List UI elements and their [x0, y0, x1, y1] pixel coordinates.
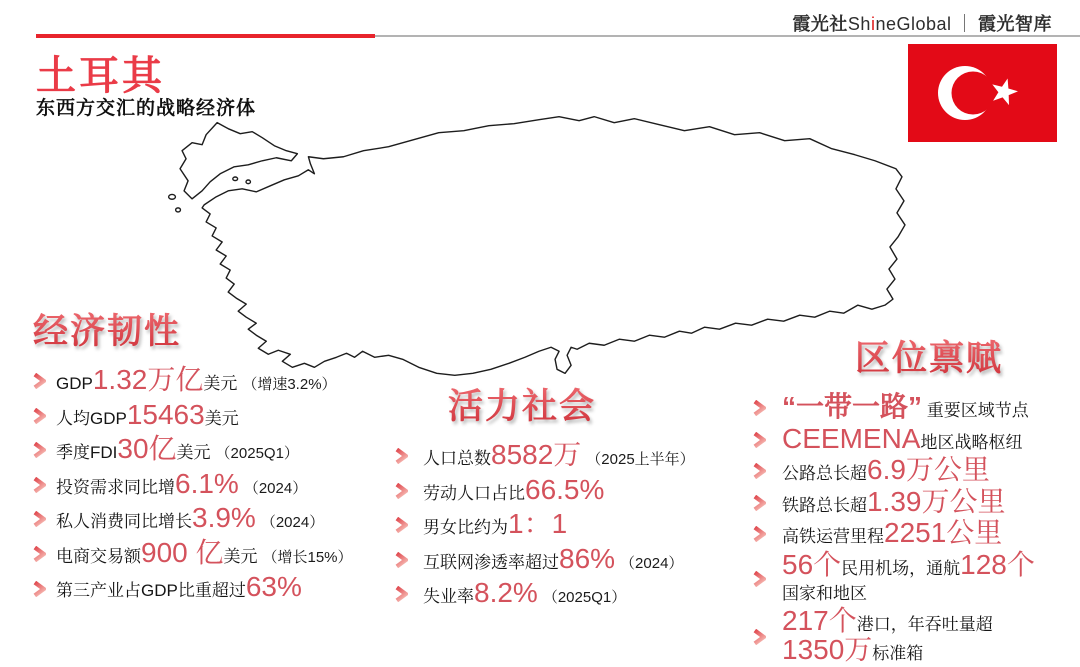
stat-row — [753, 422, 1080, 454]
stat-text — [782, 548, 1080, 605]
stat-text — [56, 435, 299, 464]
stat-row — [753, 456, 1080, 485]
stat-text-n: （增长15%） — [262, 548, 353, 566]
stat-text-t: 私人消费同比增长 — [56, 512, 192, 532]
stat-text-b: 900 亿 — [141, 536, 224, 568]
stat-text — [423, 542, 684, 574]
chevron-right-icon — [753, 463, 766, 479]
society-heading: 活力社会 — [448, 379, 596, 429]
stat-text-t: 民用机场，通航 — [841, 558, 961, 578]
turkey-flag — [908, 44, 1057, 142]
stat-text-b: 8582万 — [491, 439, 582, 470]
stat-text — [782, 519, 1002, 548]
chevron-right-icon — [395, 517, 408, 533]
chevron-right-icon — [33, 408, 46, 424]
economy-heading: 经济韧性 — [33, 304, 181, 354]
chevron-right-icon — [753, 526, 766, 542]
stat-text-b: 8.2% — [474, 577, 538, 609]
society-stat-list — [395, 441, 717, 614]
stat-text-n: （2025上半年） — [586, 451, 695, 468]
stat-row — [33, 366, 385, 395]
stat-text — [423, 441, 695, 470]
stat-text-b: 1350万 — [782, 633, 873, 665]
stat-text-n: （2024） — [243, 479, 308, 497]
stat-text-t: 重要区域节点 — [922, 401, 1029, 420]
stat-text-n: （增速3.2%） — [242, 376, 337, 393]
section-society — [395, 379, 717, 614]
stat-text-n: （2024） — [620, 554, 684, 572]
stat-row — [753, 607, 1080, 664]
stat-text-b: 30亿 — [117, 433, 177, 465]
stat-text-t: 国家和地区 — [782, 584, 867, 604]
stat-text-b: 63% — [245, 571, 302, 603]
stat-text-n: （2025Q1） — [542, 589, 627, 607]
stat-text-t: 人口总数 — [423, 449, 491, 468]
stat-row — [395, 441, 717, 470]
stat-row — [33, 536, 385, 568]
chevron-right-icon — [33, 442, 46, 458]
logo-en-red-i: i — [870, 14, 876, 34]
stat-text-b: 66.5% — [525, 473, 605, 505]
stat-text-t: 公路总长超 — [782, 464, 867, 484]
chevron-right-icon — [395, 448, 408, 464]
stat-text-t: 失业率 — [423, 587, 474, 607]
chevron-right-icon — [395, 552, 408, 568]
stat-text-t: 美元 — [176, 443, 211, 463]
map-thrace-outline — [180, 123, 297, 199]
chevron-right-icon — [395, 483, 408, 499]
stat-text-b: 6.9万公里 — [867, 454, 990, 486]
stat-text-t: 标准箱 — [872, 643, 924, 663]
logo-cn-right: 霞光智库 — [978, 14, 1052, 34]
stat-text-t: 投资需求同比增 — [56, 477, 175, 497]
stat-row — [395, 473, 717, 505]
stat-row — [753, 548, 1080, 605]
location-heading: 区位禀赋 — [855, 331, 1003, 381]
stat-text-bb: “一带一路” — [782, 391, 923, 422]
stat-text — [56, 504, 324, 533]
location-stat-list — [753, 393, 1080, 667]
stat-text-t: 第三产业占GDP比重超过 — [56, 581, 246, 601]
stat-row — [395, 510, 717, 539]
top-rule-red — [36, 34, 375, 38]
logo-en-post: neGlobal — [875, 14, 952, 34]
stat-text-t: 美元 — [204, 408, 239, 428]
stat-row — [33, 504, 385, 533]
logo-divider: ｜ — [955, 14, 974, 34]
stat-row — [753, 485, 1080, 517]
stat-text — [423, 579, 626, 608]
chevron-right-icon — [395, 586, 408, 602]
stat-row — [33, 435, 385, 464]
stat-text — [56, 573, 302, 602]
map-island — [233, 177, 238, 181]
map-island — [246, 180, 250, 184]
stat-text-b: CEEMENA — [782, 422, 921, 454]
stat-text — [782, 456, 990, 485]
chevron-right-icon — [33, 546, 46, 562]
stat-text-t: 铁路总长超 — [782, 495, 867, 515]
chevron-right-icon — [753, 432, 766, 448]
stat-row — [33, 573, 385, 602]
stat-text-t: 劳动人口占比 — [423, 483, 525, 503]
stat-text — [782, 485, 1006, 517]
stat-text-t: 美元 — [223, 546, 258, 566]
stat-text-t: 互联网渗透率超过 — [423, 552, 559, 572]
economy-stat-list — [33, 366, 385, 608]
stat-text-b: 3.9% — [192, 502, 256, 534]
stat-text-t: 男女比约为 — [423, 518, 508, 538]
stat-text-b: 1.39万公里 — [867, 485, 1006, 517]
stat-text — [782, 393, 1029, 422]
map-island — [176, 208, 181, 212]
section-location — [753, 331, 1080, 667]
stat-row — [753, 519, 1080, 548]
stat-text-b: 2251公里 — [884, 517, 1003, 549]
chevron-right-icon — [753, 629, 766, 645]
stat-text — [56, 398, 239, 430]
stat-row — [33, 398, 385, 430]
stat-text-t: GDP — [56, 374, 93, 393]
stat-text-t: 美元 — [203, 374, 238, 393]
chevron-right-icon — [33, 477, 46, 493]
stat-text-b: 217个 — [782, 605, 857, 637]
stat-text-b: 15463 — [126, 398, 205, 430]
stat-text — [782, 607, 1080, 664]
chevron-right-icon — [753, 495, 766, 511]
stat-text-b: 1.32万亿 — [92, 364, 204, 395]
stat-text — [56, 536, 353, 568]
map-island — [169, 194, 176, 199]
stat-row — [395, 579, 717, 608]
logo-cn-left: 霞光社 — [792, 14, 848, 34]
stat-text-b: 6.1% — [175, 467, 239, 499]
stat-text — [423, 473, 605, 505]
stat-text-b: 128个 — [960, 548, 1035, 580]
stat-text — [782, 422, 1023, 454]
chevron-right-icon — [33, 373, 46, 389]
stat-row — [753, 393, 1080, 422]
stat-text — [423, 510, 567, 539]
page-subtitle: 东西方交汇的战略经济体 — [36, 98, 257, 119]
chevron-right-icon — [753, 571, 766, 587]
page-title: 土耳其 — [36, 54, 165, 98]
stat-text-n: （2024） — [260, 514, 325, 532]
stat-text-t: 高铁运营里程 — [782, 527, 884, 547]
stat-text — [56, 467, 308, 499]
stat-row — [33, 467, 385, 499]
stat-text-t: 季度FDI — [56, 443, 118, 463]
brand-logo — [792, 10, 1052, 36]
stat-text-n: （2025Q1） — [215, 445, 299, 463]
stat-text-t: 港口，年吞吐量超 — [856, 615, 993, 635]
stat-text-t: 人均GDP — [56, 408, 127, 428]
stat-text-b: 86% — [559, 542, 616, 574]
stat-text-b: 1：1 — [508, 508, 568, 540]
stat-text-t: 地区战略枢纽 — [920, 432, 1023, 452]
stat-text — [56, 366, 337, 395]
section-economy — [33, 304, 385, 608]
logo-en-pre: Sh — [847, 14, 871, 34]
chevron-right-icon — [753, 400, 766, 416]
chevron-right-icon — [33, 511, 46, 527]
stat-text-b: 56个 — [782, 548, 842, 580]
chevron-right-icon — [33, 581, 46, 597]
stat-text-t: 电商交易额 — [56, 546, 141, 566]
stat-row — [395, 542, 717, 574]
